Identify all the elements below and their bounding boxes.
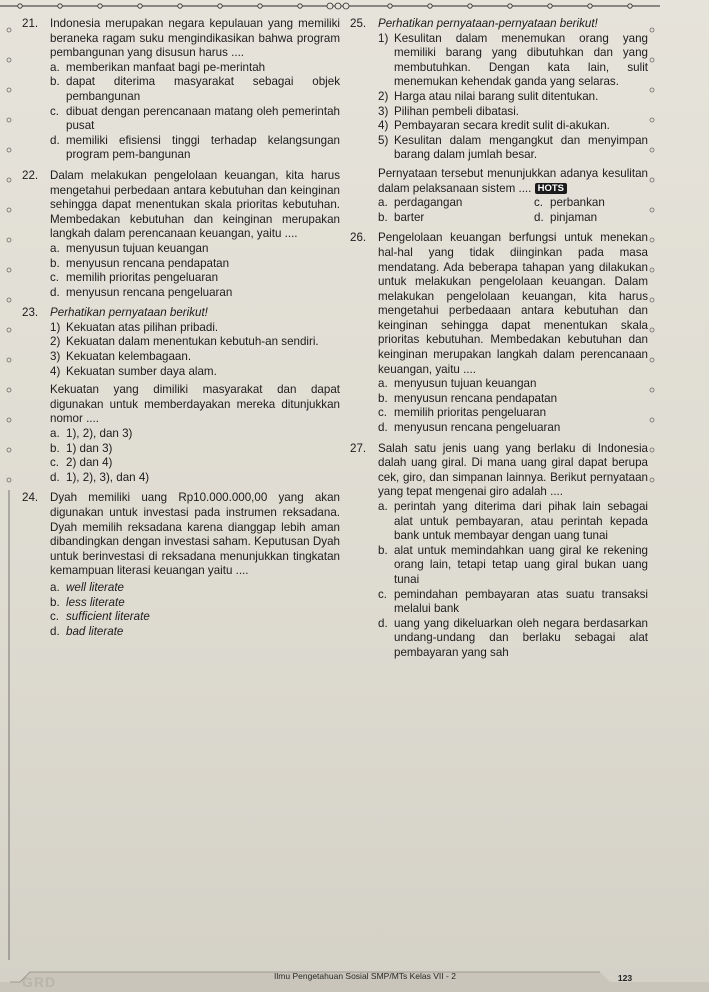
option-label: c. xyxy=(50,456,60,470)
statement-label: 2) xyxy=(378,89,389,103)
brand-logo-text: GRD xyxy=(22,974,57,990)
answer-option[interactable] xyxy=(50,610,340,625)
question-22 xyxy=(22,169,340,300)
answer-option[interactable] xyxy=(50,442,340,457)
option-label: d. xyxy=(378,421,388,435)
option-label: a. xyxy=(378,377,388,391)
answer-option[interactable] xyxy=(50,75,340,104)
option-text: well literate xyxy=(66,580,124,594)
statement xyxy=(50,321,340,336)
option-label: c. xyxy=(50,610,60,624)
option-label: a. xyxy=(378,500,388,513)
question-27 xyxy=(350,442,648,661)
statement-label: 4) xyxy=(378,119,389,133)
answer-option[interactable] xyxy=(534,196,605,211)
statement-label: 3) xyxy=(50,350,61,364)
hots-badge: HOTS xyxy=(535,183,567,194)
option-label: d. xyxy=(50,470,60,484)
answer-option[interactable] xyxy=(378,392,648,407)
option-label: a. xyxy=(50,427,60,441)
answer-option[interactable] xyxy=(378,377,648,392)
option-text: menyusun rencana pendapatan xyxy=(66,256,230,270)
option-label: b. xyxy=(50,595,60,609)
option-text: pinjaman xyxy=(550,210,598,224)
option-label: c. xyxy=(534,196,544,210)
statement-text: Kesulitan dalam menemukan orang yang memiliki barang yang dibutuhkan dan yang membutuhkan. Dengan kata lain, sulit menemukan kehendak ganda yang selaras. xyxy=(394,31,648,89)
question-stem: Pengelolaan keuangan berfungsi untuk menekan hal-hal yang tidak diinginkan pada masa mendatang. Ada beberapa tahapan yang dilakukan untuk melakukan pengelolaan keuangan. Dalam melakukan pengelolaan keuangan, kita harus mengetahui perbedaaan antara kebutuhan dan keinginan sehingga dapat menentukan skala prioritas kebutuhan. Membedakan kebutuhan dan keinginan merupakan langkah dalam perencanaan keuangan, yaitu .... xyxy=(378,231,648,376)
answer-option[interactable] xyxy=(378,406,648,421)
option-text: memilih prioritas pengeluaran xyxy=(394,406,547,420)
option-text: 2) dan 4) xyxy=(66,456,113,470)
statement xyxy=(378,105,648,120)
statement xyxy=(378,119,648,134)
answer-option[interactable] xyxy=(378,196,534,211)
option-label: d. xyxy=(534,210,544,224)
answer-option[interactable] xyxy=(378,421,648,436)
book-title: Ilmu Pengetahuan Sosial SMP/MTs Kelas VII - 2 xyxy=(274,971,456,981)
answer-option[interactable] xyxy=(50,456,340,471)
option-label: b. xyxy=(378,391,388,405)
answer-option[interactable] xyxy=(378,544,648,588)
option-label: a. xyxy=(378,196,388,210)
option-text: memilih prioritas pengeluaran xyxy=(66,271,219,285)
option-label: b. xyxy=(378,543,388,557)
statement xyxy=(50,350,340,365)
answer-option[interactable] xyxy=(378,617,648,661)
option-text: memberikan manfaat bagi pe-merintah xyxy=(66,60,266,74)
statement xyxy=(378,32,648,90)
decorative-top-border xyxy=(0,0,709,16)
answer-option[interactable] xyxy=(50,61,340,76)
question-stem: Salah satu jenis uang yang berlaku di Indonesia dalah uang giral. Di mana uang giral dapat berupa cek, giro, dan simpanan lainnya. Berikut pernyataan yang tepat mengenai giro adalah .... xyxy=(378,441,648,499)
statement-label: 1) xyxy=(50,320,61,334)
option-label: a. xyxy=(50,241,60,255)
question-23 xyxy=(22,306,340,485)
statement-label: 3) xyxy=(378,104,389,118)
option-text: menyusun rencana pengeluaran xyxy=(66,285,233,299)
answer-option[interactable] xyxy=(534,211,597,226)
answer-option[interactable] xyxy=(50,271,340,286)
option-text: perintah yang diterima dari pihak lain sebagai alat untuk pembayaran, atau perintah kepada bank untuk membayar dengan uang tunai xyxy=(394,500,648,543)
option-text: uang yang dikeluarkan oleh negara berdasarkan undang-undang dan berlaku sebagai alat pembayaran yang sah xyxy=(394,616,648,659)
option-label: c. xyxy=(50,271,60,285)
option-text: dapat diterima masyarakat sebagai objek pembangunan xyxy=(66,75,340,103)
options-row xyxy=(378,211,648,226)
question-stem: Perhatikan pernyataan-pernyataan berikut! xyxy=(378,17,598,30)
answer-option[interactable] xyxy=(378,211,534,226)
answer-option[interactable] xyxy=(50,471,340,486)
option-text: pemindahan pembayaran atas suatu transaksi melalui bank xyxy=(394,587,648,616)
option-text: perbankan xyxy=(550,196,605,210)
statement-text: Kekuatan sumber daya alam. xyxy=(66,364,217,378)
option-label: b. xyxy=(378,210,388,224)
option-label: d. xyxy=(50,133,60,147)
statement-text: Pilihan pembeli dibatasi. xyxy=(394,104,520,118)
statement-text: Pembayaran secara kredit sulit di-akukan. xyxy=(394,119,610,133)
statement-label: 5) xyxy=(378,133,389,147)
question-stem: Dyah memiliki uang Rp10.000.000,00 yang akan digunakan untuk investasi pada instrumen reksadana. Dyah memilih reksadana karena dianggap lebih aman dibandingkan dengan investasi saham. Keputusan Dyah untuk berinvestasi di reksadana menunjukkan tingkatan kemampuan literasi keuangan yaitu .... xyxy=(50,491,340,578)
question-21 xyxy=(22,17,340,163)
question-25 xyxy=(350,17,648,225)
option-text: 1), 2), dan 3) xyxy=(66,427,133,441)
stem-text: Pernyataan tersebut menunjukkan adanya kesulitan dalam pelaksanaan sistem .... xyxy=(378,166,648,195)
option-text: menyusun tujuan keuangan xyxy=(66,241,209,255)
question-number: 21. xyxy=(22,17,39,30)
statement xyxy=(378,90,648,105)
question-26 xyxy=(350,231,648,435)
statement xyxy=(378,134,648,163)
option-text: alat untuk memindahkan uang giral ke rekening orang lain, tetapi tetap uang giral bukan uang tunai xyxy=(394,543,648,586)
answer-option[interactable] xyxy=(378,500,648,544)
answer-option[interactable] xyxy=(50,581,340,596)
option-text: memiliki efisiensi tinggi terhadap kelangsungan program pem-bangunan xyxy=(66,133,340,162)
question-24 xyxy=(22,491,340,639)
question-number: 23. xyxy=(22,306,39,320)
option-text: sufficient literate xyxy=(66,610,150,624)
question-number: 26. xyxy=(350,231,367,245)
statement xyxy=(50,335,340,350)
option-label: b. xyxy=(50,256,60,270)
question-stem: Dalam melakukan pengelolaan keuangan, kita harus mengetahui perbedaan antara kebutuhan dan keinginan sehingga dapat menentukan skala prioritas kebutuhan. Membedakan kebutuhan dan keinginan merupakan langkah dalam perencanaan keuangan, yaitu .... xyxy=(50,168,340,241)
option-text: 1), 2), 3), dan 4) xyxy=(66,470,150,484)
statement-text: Kekuatan dalam menentukan kebutuh-an sendiri. xyxy=(66,335,319,349)
statement-text: Harga atau nilai barang sulit ditentukan. xyxy=(394,89,599,103)
page-number: 123 xyxy=(617,973,633,983)
option-text: less literate xyxy=(66,595,125,609)
option-label: a. xyxy=(50,60,60,74)
question-stem: Perhatikan pernyataan berikut! xyxy=(50,306,208,320)
answer-option[interactable] xyxy=(378,588,648,617)
option-text: dibuat dengan perencanaan matang oleh pemerintah pusat xyxy=(66,104,340,133)
option-text: menyusun rencana pendapatan xyxy=(394,391,558,405)
answer-option[interactable] xyxy=(50,286,340,301)
statement-label: 4) xyxy=(50,364,61,378)
answer-option[interactable] xyxy=(50,257,340,272)
option-label: c. xyxy=(378,406,388,420)
answer-option[interactable] xyxy=(50,427,340,442)
option-text: menyusun tujuan keuangan xyxy=(394,377,537,391)
decorative-left-rings xyxy=(3,20,15,970)
question-number: 27. xyxy=(350,441,367,455)
option-label: d. xyxy=(50,624,60,638)
option-label: d. xyxy=(378,616,388,630)
statement-text: Kekuatan kelembagaan. xyxy=(66,350,192,364)
statement-text: Kekuatan atas pilihan pribadi. xyxy=(66,320,219,334)
option-text: 1) dan 3) xyxy=(66,441,113,455)
statement-text: Kesulitan dalam mengangkut dan menyimpan barang dalam jumlah besar. xyxy=(394,133,648,162)
option-label: c. xyxy=(50,104,60,118)
answer-option[interactable] xyxy=(50,625,340,640)
statement xyxy=(50,365,340,380)
question-stem-continuation xyxy=(378,167,648,196)
question-number: 25. xyxy=(350,17,367,30)
statement-label: 2) xyxy=(50,335,61,349)
question-number: 24. xyxy=(22,491,39,505)
option-label: a. xyxy=(50,580,60,594)
question-stem-continuation: Kekuatan yang dimiliki masyarakat dan dapat digunakan untuk memberdayakan mereka ditunjukkan nomor .... xyxy=(50,383,340,426)
option-label: d. xyxy=(50,285,60,299)
option-label: c. xyxy=(378,587,388,601)
question-stem: Indonesia merupakan negara kepulauan yang memiliki beraneka ragam suku mengindikasikan bahwa program pembangunan yang disusun harus .... xyxy=(50,17,340,60)
statement-label: 1) xyxy=(378,31,389,45)
answer-option[interactable] xyxy=(50,242,340,257)
answer-option[interactable] xyxy=(50,105,340,134)
option-text: bad literate xyxy=(66,624,124,638)
question-number: 22. xyxy=(22,168,39,182)
options-row xyxy=(378,196,648,211)
option-text: barter xyxy=(394,210,425,224)
option-text: perdagangan xyxy=(394,196,463,210)
option-label: b. xyxy=(50,75,60,89)
answer-option[interactable] xyxy=(50,134,340,163)
option-text: menyusun rencana pengeluaran xyxy=(394,421,561,435)
option-label: b. xyxy=(50,441,60,455)
right-column xyxy=(350,17,648,667)
left-column xyxy=(22,17,340,645)
answer-option[interactable] xyxy=(50,596,340,611)
